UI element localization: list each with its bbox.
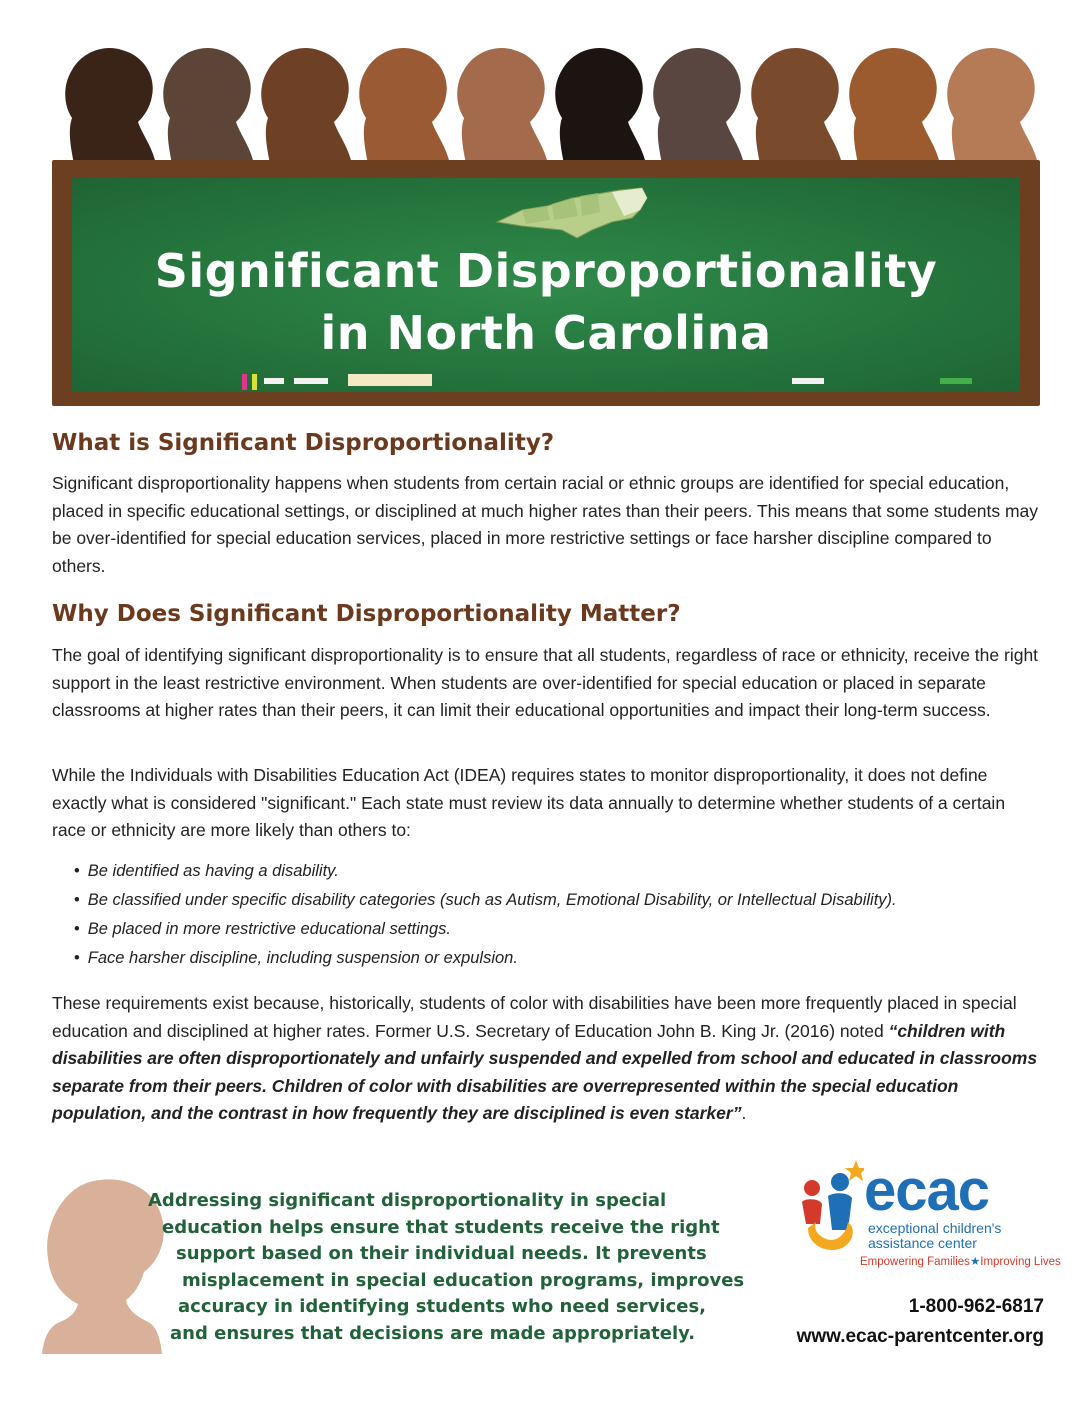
phone-number: 1-800-962-6817	[908, 1296, 1044, 1317]
callout-line: support based on their individual needs. It prevents	[176, 1243, 707, 1264]
section-heading-what-is: What is Significant Disproportionality?	[52, 430, 555, 456]
star-icon: ★	[969, 1256, 981, 1268]
child-silhouette-head	[653, 48, 744, 164]
callout-line: accuracy in identifying students who need services,	[178, 1296, 707, 1317]
section-why-paragraph-3	[52, 990, 1042, 1128]
north-carolina-map-icon	[492, 180, 652, 240]
chalk-tray	[72, 374, 1020, 392]
chalkboard-surface	[72, 178, 1020, 392]
king-quote: “children with disabilities are often disproportionately and unfairly suspended and expelled from school and educated in classrooms separate from their peers. Children of color with disabilities are overrepresented within the special education population, and the contrast in how frequently they are disciplined is even starker”	[52, 1020, 1038, 1123]
child-silhouette-head	[65, 48, 156, 164]
child-silhouette-head	[947, 48, 1038, 164]
title-line-2: in North Carolina	[320, 306, 772, 360]
section-heading-why-matter: Why Does Significant Disproportionality Matter?	[52, 601, 681, 627]
silhouette-heads-row	[60, 44, 1040, 164]
child-silhouette-head	[751, 48, 842, 164]
child-silhouette-head	[555, 48, 646, 164]
website-link[interactable]: www.ecac-parentcenter.org	[796, 1326, 1044, 1347]
section-why-paragraph-1: The goal of identifying significant disproportionality is to ensure that all students, regardless of race or ethnicity, receive the right support in the least restrictive environment. When students are over-identified for special education or placed in separate classrooms at higher rates than their peers, it can limit their educational opportunities and impact their long-term success.	[52, 645, 1039, 720]
list-item: • Be classified under specific disability categories (such as Autism, Emotional Disability, or Intellectual Disability).	[74, 886, 1054, 915]
ecac-figures-icon	[798, 1158, 864, 1254]
paragraph-3-intro: These requirements exist because, historically, students of color with disabilities have been more frequently placed in special education and disciplined at higher rates. Former U.S. Secretary of Education John B. King Jr. (2016) noted	[52, 993, 1017, 1041]
list-item: • Be placed in more restrictive educational settings.	[74, 915, 1054, 944]
requirements-bullet-list	[74, 857, 1054, 973]
ecac-logo-word: ecac	[864, 1158, 990, 1223]
callout-line: education helps ensure that students receive the right	[162, 1216, 720, 1238]
section-why-paragraph-2: While the Individuals with Disabilities Education Act (IDEA) requires states to monitor disproportionality, it does not define exactly what is considered "significant." Each state must review its data annually to determine whether students of a certain race or ethnicity are more likely than others to:	[52, 765, 1006, 840]
callout-text	[148, 1188, 748, 1347]
ecac-logo	[798, 1158, 1061, 1268]
tagline-part-2: Improving Lives	[980, 1256, 1061, 1268]
child-silhouette-head	[359, 48, 450, 164]
chalkboard-banner	[52, 160, 1040, 406]
child-silhouette-head	[163, 48, 254, 164]
child-silhouette-head	[849, 48, 940, 164]
callout-line: Addressing significant disproportionality in special	[148, 1190, 667, 1211]
paragraph-3-end: .	[741, 1103, 747, 1123]
title-line-1: Significant Disproportionality	[154, 244, 938, 298]
ecac-logo-subtitle-1: exceptional children's	[868, 1220, 1002, 1236]
callout-line: and ensures that decisions are made appropriately.	[170, 1322, 696, 1344]
tagline-part-1: Empowering Families	[860, 1256, 970, 1268]
list-item: • Be identified as having a disability.	[74, 857, 1054, 886]
callout-line: misplacement in special education programs, improves	[182, 1269, 745, 1291]
ecac-logo-subtitle-2: assistance center	[868, 1235, 977, 1251]
child-silhouette-head	[457, 48, 548, 164]
ecac-tagline	[860, 1254, 1061, 1268]
list-item: • Face harsher discipline, including suspension or expulsion.	[74, 944, 1054, 973]
child-silhouette-head	[261, 48, 352, 164]
section-what-is-paragraph: Significant disproportionality happens when students from certain racial or ethnic groups are identified for special education, placed in specific educational settings, or disciplined at much higher rates than their peers. This means that some students may be over-identified for special education services, placed in more restrictive settings or face harsher discipline compared to others.	[52, 473, 1039, 576]
page-title	[72, 240, 1020, 364]
